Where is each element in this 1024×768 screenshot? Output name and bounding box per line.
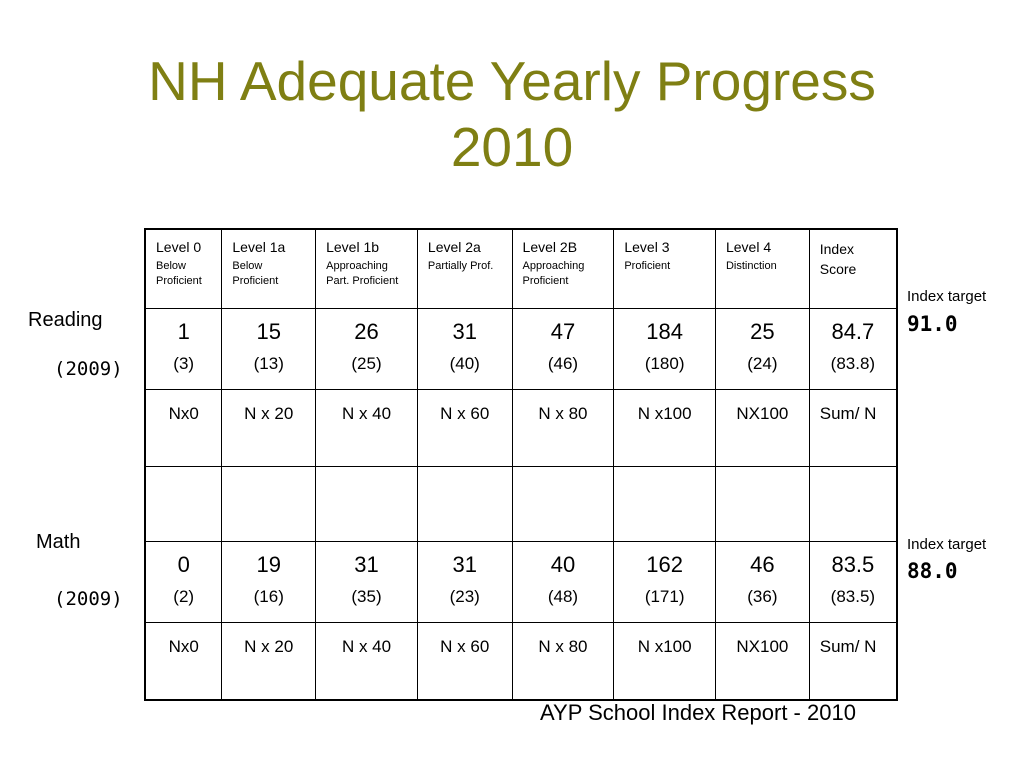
table-cell: N x 80: [512, 390, 614, 467]
table-cell: [222, 467, 316, 542]
reading-target-label: Index target: [907, 288, 987, 305]
table-cell: [512, 467, 614, 542]
table-cell: 46 (36): [715, 542, 809, 623]
math-target-label: Index target: [907, 536, 987, 553]
math-label: Math: [36, 531, 81, 553]
table-cell: N x 80: [512, 623, 614, 701]
header-cell: Level 4 Distinction: [715, 229, 809, 309]
ayp-index-table: [144, 228, 898, 701]
table-cell: N x 60: [417, 390, 512, 467]
table-cell: 25 (24): [715, 309, 809, 390]
math-year-label: (2009): [54, 588, 123, 610]
title-line-1: NH Adequate Yearly Progress: [148, 50, 876, 112]
table-cell: 15 (13): [222, 309, 316, 390]
table-cell: [809, 467, 897, 542]
table-cell: NX100: [715, 390, 809, 467]
header-cell: Level 1b Approaching Part. Proficient: [316, 229, 418, 309]
reading-year-label: (2009): [54, 358, 123, 380]
table-cell: N x100: [614, 390, 716, 467]
math-target-value: 88.0: [907, 559, 958, 583]
header-row: [145, 229, 897, 309]
header-cell: Level 0 Below Proficient: [145, 229, 222, 309]
page-title: [0, 48, 1024, 180]
footer-caption: AYP School Index Report - 2010: [540, 700, 856, 725]
header-cell: Index Score: [809, 229, 897, 309]
reading-label: Reading: [28, 309, 103, 331]
math-formula-row: [145, 623, 897, 701]
math-score-row: [145, 542, 897, 623]
table-cell: 31 (23): [417, 542, 512, 623]
table-cell: 0 (2): [145, 542, 222, 623]
table-cell: NX100: [715, 623, 809, 701]
table-cell: Sum/ N: [809, 390, 897, 467]
table-cell: N x 40: [316, 623, 418, 701]
table-cell: 31 (35): [316, 542, 418, 623]
table-cell: [715, 467, 809, 542]
table-cell: 83.5 (83.5): [809, 542, 897, 623]
table-cell: Nx0: [145, 623, 222, 701]
table-cell: 40 (48): [512, 542, 614, 623]
reading-score-row: [145, 309, 897, 390]
table-cell: 26 (25): [316, 309, 418, 390]
table-cell: 19 (16): [222, 542, 316, 623]
reading-formula-row: [145, 390, 897, 467]
table-cell: N x 20: [222, 390, 316, 467]
header-cell: Level 3 Proficient: [614, 229, 716, 309]
reading-target-value: 91.0: [907, 312, 958, 336]
table-cell: 84.7 (83.8): [809, 309, 897, 390]
table-cell: 1 (3): [145, 309, 222, 390]
table-cell: [145, 467, 222, 542]
table-cell: 162 (171): [614, 542, 716, 623]
table-cell: N x 40: [316, 390, 418, 467]
header-cell: Level 2a Partially Prof.: [417, 229, 512, 309]
title-line-2: 2010: [450, 116, 574, 178]
table-cell: [316, 467, 418, 542]
table-cell: N x 20: [222, 623, 316, 701]
table-cell: Sum/ N: [809, 623, 897, 701]
table-cell: 31 (40): [417, 309, 512, 390]
header-cell: Level 1a Below Proficient: [222, 229, 316, 309]
blank-row: [145, 467, 897, 542]
table-cell: 184 (180): [614, 309, 716, 390]
table-cell: [614, 467, 716, 542]
table-cell: N x100: [614, 623, 716, 701]
table-cell: [417, 467, 512, 542]
table-cell: 47 (46): [512, 309, 614, 390]
table-cell: N x 60: [417, 623, 512, 701]
header-cell: Level 2B Approaching Proficient: [512, 229, 614, 309]
table-cell: Nx0: [145, 390, 222, 467]
